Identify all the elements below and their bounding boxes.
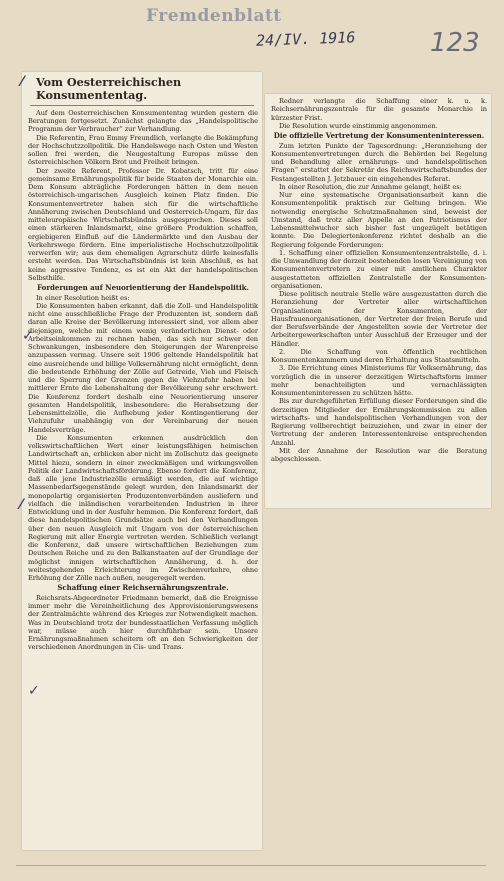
margin-mark-icon: ⁄ <box>20 497 23 513</box>
paragraph: Der zweite Referent, Professor Dr. Kobatsch, tritt für eine gemeinsame Ernährungspolitik für beide Staaten der Monarchie ein. Dem Konsum abträgliche Forderungen hätten in dem neuen österreichisch-ungarischen Ausgleich keinen Platz finden. Die Konsumentenvertreter haben sich für die wirtschaftliche Annäherung zwischen Deutschland und Oesterreich-Ungarn, für das mitteleuropäische Wirtschaftsbündnis ausgesprochen. Dieses soll einen stärkeren Inlandsmarkt, eine größere Produktion schaffen, ergiebigeren Einfluß auf die Ländermärkte und den Ausbau der Verkehrswege fördern. Eine imperialistische Hochschutzzollpolitik verwerfen wir; aus dem ehemaligen Agrarschutz dürfe keinesfalls ersteht werden. Das Wirtschaftsbündnis ist kein Abschluß, es hat keine aggressive Tendenz, es ist ein Akt der handelspolitischen Selbsthilfe. <box>28 166 258 282</box>
subheading: Schaffung einer Reichsernährungszentrale. <box>57 583 229 593</box>
headline-rule <box>30 105 254 106</box>
paragraph: Mit der Annahme der Resolution war die Beratung abgeschlossen. <box>271 446 487 463</box>
newspaper-masthead: Fremdenblatt <box>146 6 282 26</box>
clipping-left-column <box>22 72 262 850</box>
sheet-fold-line <box>16 865 486 866</box>
paragraph: Reichsrats-Abgeordneter Friedmann bemerkt, daß die Ereignisse immer mehr die Vereinheitlichung des Approvisionierungswesens der Zentralmächte während des Krieges zur Notwendigkeit machen. Was in Deutschland trotz der bundesstaatlichen Verfassung möglich war, müsse auch hier durchführbar sein. Unsere Ernährungsmaßnahmen scheitern oft an den Schwierigkeiten der verschiedenen Anordnungen in Cis- und Trans. <box>28 593 258 652</box>
margin-mark-icon: ⁄ <box>21 74 24 90</box>
clipping-right-column <box>265 94 491 508</box>
margin-mark-icon: ✓ <box>22 328 34 344</box>
paragraph: Nur eine systematische Organisationsarbeit kann die Konsumentenpolitik praktisch zur Geltung bringen. Wie notwendig energische Schutzmaßnahmen sind, beweist der Umstand, daß trotz aller Appelle an den Patriotismus der Lebensmittelwucher sich bisher fast ungezügelt betätigen konnte. Die Delegiertenkonferenz richtet deshalb an die Regierung folgende Forderungen: <box>271 191 487 249</box>
paragraph: 3. Die Errichtung eines Ministeriums für Volksernährung, das vorzüglich die in unserer derzeitigen Wirtschaftsform immer mehr benachteiligten und vernachlässigten Konsumenteninteressen zu schützen hätte. <box>271 364 487 397</box>
left-column-body <box>22 109 262 652</box>
right-column-body <box>265 94 491 463</box>
paragraph: Redner verlangte die Schaffung einer k. u. k. Reichsernährungszentrale für die gesamte Monarchie in kürzester Frist. <box>271 97 487 122</box>
handwritten-number: 123 <box>430 28 480 58</box>
paragraph: Die Resolution wurde einstimmig angenommen. <box>279 121 438 130</box>
article-headline: Vom Oesterreichischen Konsumententag. <box>36 75 182 102</box>
paragraph: Die Referentin, Frau Emmy Freundlich, verlangte die Bekämpfung der Hochschutzzollpolitik. Die Handelswege nach Osten und Westen sollen frei werden, die Neugestaltung Europas müsse den österreichischen Völkern Brot und Freiheit bringen. <box>28 133 258 167</box>
paragraph: Auf dem Oesterreichischen Konsumententag wurden gestern die Beratungen fortgesetzt. Zunächst gelangte das „Handelspolitische Programm der Verbraucher“ zur Verhandlung. <box>28 108 258 134</box>
paragraph: Bis zur durchgeführten Erfüllung dieser Forderungen sind die derzeitigen Mitglieder der Ernährungskommission zu allen wirtschafts- und handelspolitischen Verhandlungen von der Regierung vollberechtigt beizuziehen, und zwar in einer der Vertretung der anderen Interessentenkreise entsprechenden Anzahl. <box>271 397 487 447</box>
paragraph: In einer Resolution heißt es: <box>36 293 130 302</box>
paragraph: In einer Resolution, die zur Annahme gelangt, heißt es: <box>279 182 462 191</box>
paragraph: Zum letzten Punkte der Tagesordnung: „Heranziehung der Konsumentenvertretungen durch die Behörden bei Regelung und Behandlung aller ernährungs- und handelspolitischen Fragen“ erstattet der Sekretär des Reichswirtschaftsbundes der Festangestellten J. Jetzbauer ein eingehendes Referat. <box>271 141 487 183</box>
subheading: Forderungen auf Neuorientierung der Handelspolitik. <box>37 283 249 292</box>
paragraph: Diese politisch neutrale Stelle wäre ausgezustatten durch die Heranziehung der Vertreter aller wirtschaftlichen Organisationen der Konsumenten, der Hausfrauenorganisationen, der Vertreter der freien Berufe und der Berufsverbände der Angestellten sowie der Vertreter der Arbeitergewerkschaften unter Ausschluß der Erzeuger und der Händler. <box>271 290 487 348</box>
handwritten-date: 24/IV. 1916 <box>255 28 356 50</box>
subheading: Die offizielle Vertretung der Konsumenteninteressen. <box>273 131 485 140</box>
paragraph: Die Konsumenten erkennen ausdrücklich den volkswirtschaftlichen Wert einer leistungsfähigen heimischen Landwirtschaft an, erblicken aber nicht im Zollschutz das geeignete Mittel hiezu, sondern in einer zweckmäßigen und wirkungsvollen Politik der Landwirtschaftsförderung. Ebenso fordert die Konferenz, daß alle jene Industriezölle ermäßigt werden, die auf wichtige Massenbedarfsgegenstände gelegt wurden, den Inlandsmarkt der monopolartig organisierten Produzentenverbänden ausliefern und vielfach die inländischen verarbeitenden Industrien in ihrer Entwicklung und in der Ausfuhr hemmen. Die Konferenz fordert, daß diese handelspolitischen Grundsätze auch bei den Verhandlungen über den neuen Ausgleich mit Ungarn von der österreichischen Regierung mit aller Energie vertreten werden. Schließlich verlangt die Konferenz, daß unsere wirtschaftlichen Beziehungen zum Deutschen Reiche und zu den Balkanstaaten auf der Grundlage der möglichst innigen wirtschaftlichen Annäherung, d. h. der weitestgehenden Erleichterung im Zwischenverkehre, ohne Erhöhung der Zölle nach außen, neugeregelt werden. <box>28 433 258 582</box>
paragraph: 1. Schaffung einer offiziellen Konsumentenzentralstelle, d. i. die Umwandlung der derzeit bestehenden losen Vereinigung von Konsumentenvertretern zu einer mit amtlichem Charakter ausgestatteten offiziellen Zentralstelle der Konsumenten- organisationen. <box>271 248 487 290</box>
paragraph: Die Konsumenten haben erkannt, daß die Zoll- und Handelspolitik nicht eine ausschließliche Frage der Produzenten ist, sondern daß daran alle Kreise der Bevölkerung interessiert sind, vor allem aber diejenigen, welche mit einem wenig veränderlichen Dienst- oder Arbeitseinkommen zu rechnen haben, das sich nur schwer den Schwankungen, insbesondere den Steigerungen der Warenpreise anzupassen vermag. Unsere seit 1906 geltende Handelspolitik hat eine ausreichende und billige Volksernährung nicht ermöglicht, denn die bedeutende Erhöhung der Zölle auf Getreide, Vieh und Fleisch und die Sperrung der Grenzen gegen die Viehzufuhr haben bei mittlerer Ernte die Lebenshaltung der Bevölkerung sehr erschwert. Die Konferenz fordert deshalb eine Neuorientierung unserer gesamten Handelspolitik, insbesondere: die Herabsetzung der Lebensmittelzölle, die Aufhebung jeder Kontingentierung der Viehzufuhr unabhängig von der Vereinbarung der neuen Handelsverträge. <box>28 301 258 434</box>
paragraph: 2. Die Schaffung von öffentlich rechtlichen Konsumentenkammern und deren Erhaltung aus Staatsmitteln. <box>271 347 487 364</box>
margin-mark-icon: ✓ <box>28 683 40 699</box>
